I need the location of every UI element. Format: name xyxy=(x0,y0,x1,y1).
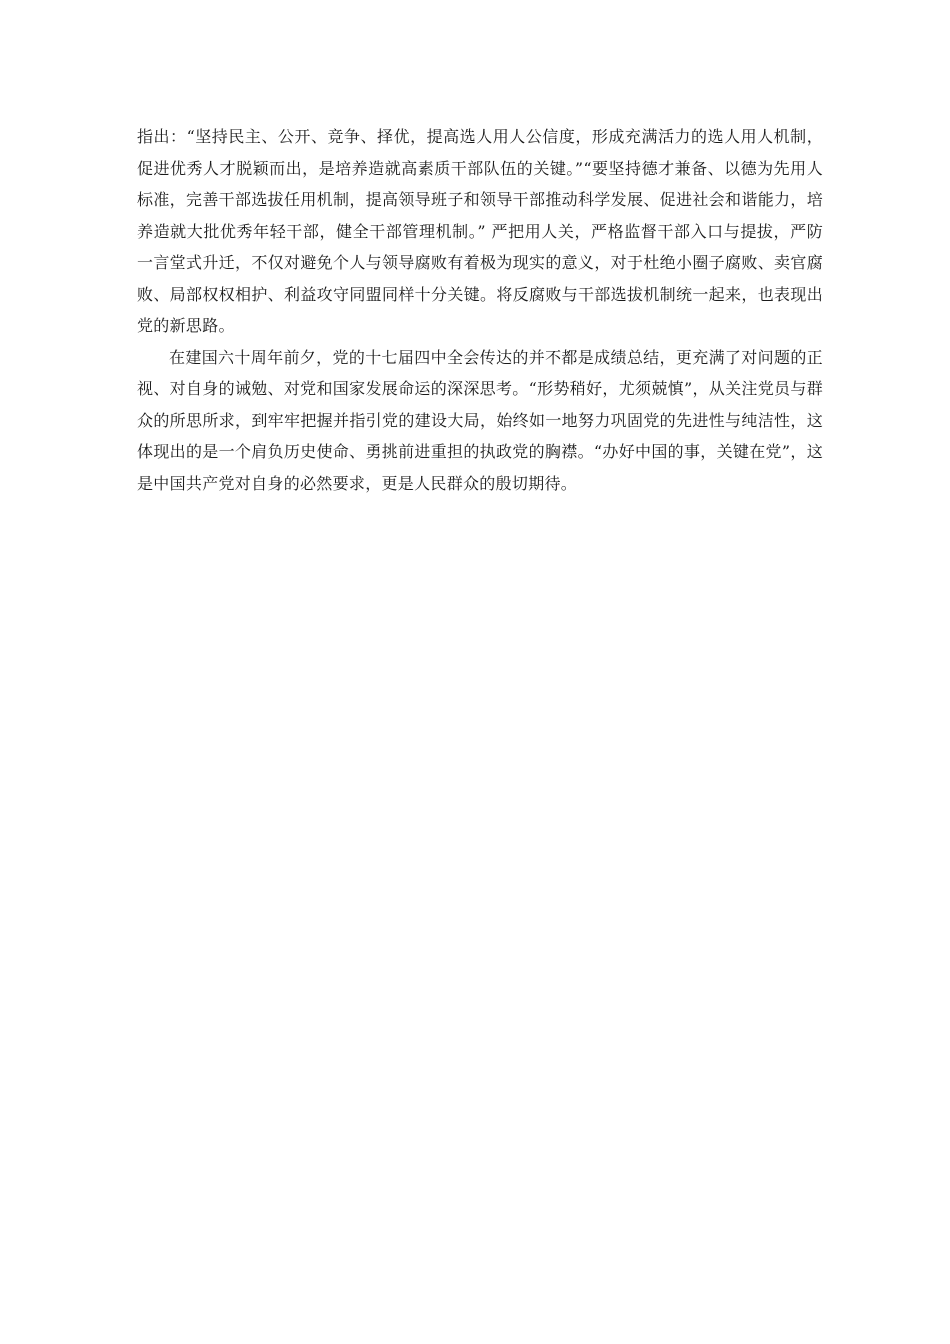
paragraph-1: 指出：“坚持民主、公开、竞争、择优，提高选人用人公信度，形成充满活力的选人用人机制，促进优秀人才脱颖而出，是培养造就高素质干部队伍的关键。”“要坚持德才兼备、以德为先用人标准，完善干部选拔任用机制，提高领导班子和领导干部推动科学发展、促进社会和谐能力，培养造就大批优秀年轻干部，健全干部管理机制。” 严把用人关，严格监督干部入口与提拔，严防一言堂式升迁，不仅对避免个人与领导腐败有着极为现实的意义，对于杜绝小圈子腐败、卖官腐败、局部权权相护、利益攻守同盟同样十分关键。将反腐败与干部选拔机制统一起来，也表现出党的新思路。 xyxy=(137,127,823,335)
document-body xyxy=(137,121,823,499)
paragraph-2: 在建国六十周年前夕，党的十七届四中全会传达的并不都是成绩总结，更充满了对问题的正视、对自身的诫勉、对党和国家发展命运的深深思考。“形势稍好，尤须兢慎”，从关注党员与群众的所思所求，到牢牢把握并指引党的建设大局，始终如一地努力巩固党的先进性与纯洁性，这体现出的是一个肩负历史使命、勇挑前进重担的执政党的胸襟。“办好中国的事，关键在党”，这是中国共产党对自身的必然要求，更是人民群众的殷切期待。 xyxy=(137,347,823,493)
